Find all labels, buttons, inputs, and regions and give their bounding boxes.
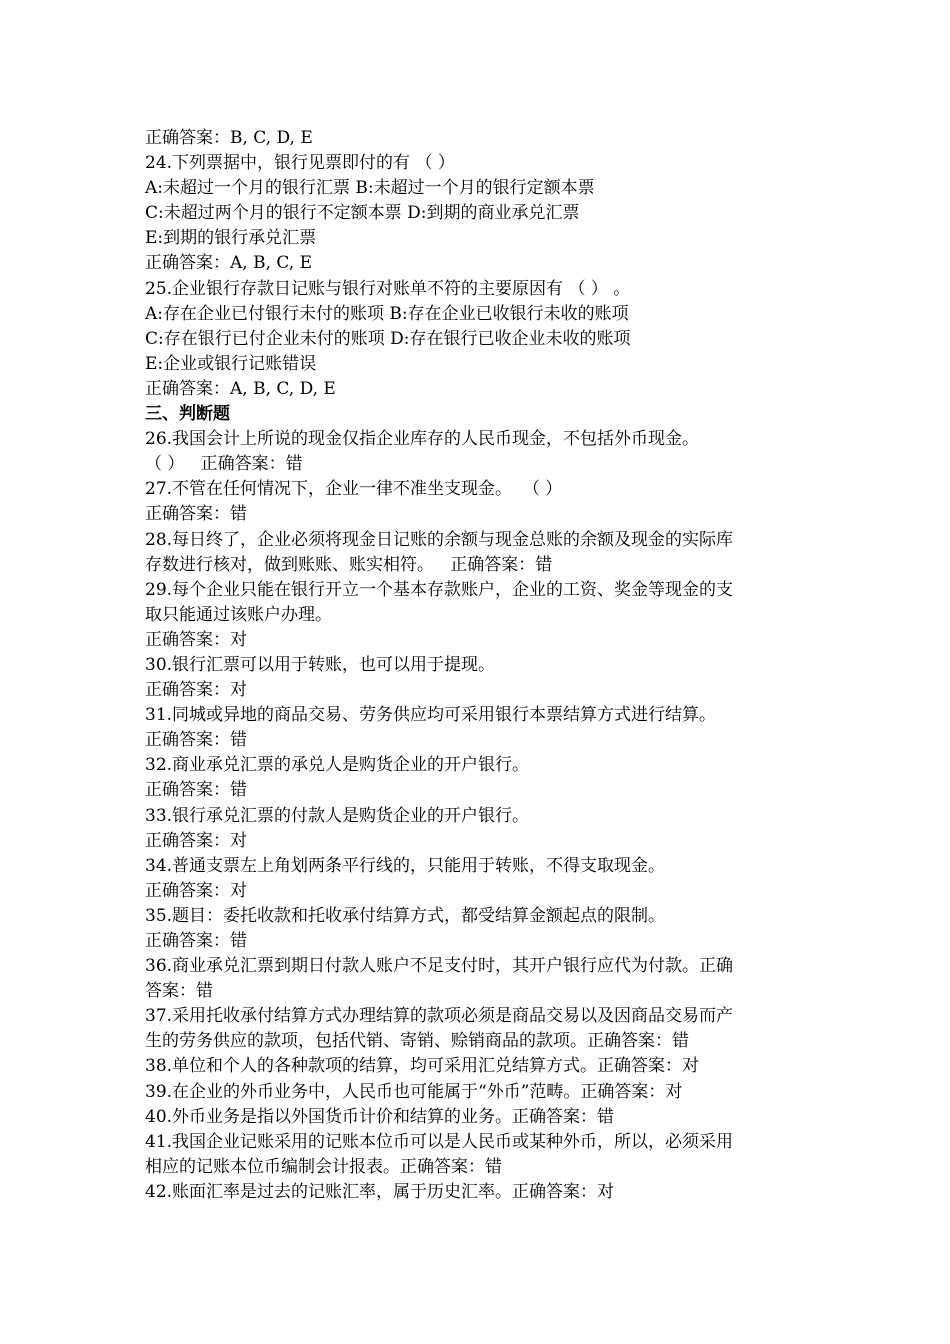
answer-line: 正确答案：错	[145, 504, 247, 525]
document-body	[145, 126, 810, 1205]
question-line: 25.企业银行存款日记账与银行对账单不符的主要原因有 （ ） 。	[145, 278, 631, 299]
option-line: A:存在企业已付银行未付的账项 B:存在企业已收银行未收的账项	[145, 303, 629, 324]
question-line: 34.普通支票左上角划两条平行线的，只能用于转账，不得支取现金。	[145, 855, 666, 876]
question-line: 38.单位和个人的各种款项的结算，均可采用汇兑结算方式。正确答案：对	[145, 1056, 700, 1077]
question-line: 26.我国会计上所说的现金仅指企业库存的人民币现金，不包括外币现金。	[145, 429, 700, 450]
question-line: 31.同城或异地的商品交易、劳务供应均可采用银行本票结算方式进行结算。	[145, 705, 717, 726]
answer-line: 正确答案：对	[145, 680, 247, 701]
question-line: 32.商业承兑汇票的承兑人是购货企业的开户银行。	[145, 755, 530, 776]
option-line: E:到期的银行承兑汇票	[145, 228, 317, 249]
section-heading: 三、判断题	[145, 404, 230, 425]
answer-line: 答案：错	[145, 981, 213, 1002]
question-line: 存数进行核对，做到账账、账实相符。 正确答案：错	[145, 554, 553, 575]
answer-line: 正确答案：对	[145, 830, 247, 851]
answer-line: 正确答案：B, C, D, E	[145, 128, 313, 148]
question-line: 24.下列票据中，银行见票即付的有 （ ）	[145, 153, 455, 174]
question-line: 28.每日终了，企业必须将现金日记账的余额与现金总账的余额及现金的实际库	[145, 529, 734, 550]
answer-line: 正确答案：错	[145, 780, 247, 801]
question-line: 生的劳务供应的款项，包括代销、寄销、赊销商品的款项。正确答案：错	[145, 1031, 689, 1052]
question-line: 37.采用托收承付结算方式办理结算的款项必须是商品交易以及因商品交易而产	[145, 1006, 734, 1027]
question-line: 30.银行汇票可以用于转账，也可以用于提现。	[145, 654, 496, 675]
answer-line: 正确答案：错	[145, 730, 247, 751]
answer-line: 正确答案：A, B, C, E	[145, 253, 313, 274]
option-line: C:未超过两个月的银行不定额本票 D:到期的商业承兑汇票	[145, 203, 580, 224]
option-line: A:未超过一个月的银行汇票 B:未超过一个月的银行定额本票	[145, 178, 595, 199]
question-line: 27.不管在任何情况下，企业一律不准坐支现金。 （ ）	[145, 479, 563, 500]
question-line: 42.账面汇率是过去的记账汇率，属于历史汇率。正确答案：对	[145, 1181, 615, 1202]
question-line: 29.每个企业只能在银行开立一个基本存款账户，企业的工资、奖金等现金的支	[145, 579, 734, 600]
answer-line: （ ） 正确答案：错	[145, 454, 303, 475]
question-line: 取只能通过该账户办理。	[145, 604, 332, 625]
option-line: E:企业或银行记账错误	[145, 353, 317, 374]
question-line: 41.我国企业记账采用的记账本位币可以是人民币或某种外币，所以，必须采用	[145, 1131, 734, 1152]
question-line: 相应的记账本位币编制会计报表。正确答案：错	[145, 1156, 502, 1177]
question-line: 39.在企业的外币业务中，人民币也可能属于“外币”范畴。正确答案：对	[145, 1081, 683, 1102]
option-line: C:存在银行已付企业未付的账项 D:存在银行已收企业未收的账项	[145, 328, 631, 349]
question-line: 33.银行承兑汇票的付款人是购货企业的开户银行。	[145, 805, 530, 826]
question-line: 40.外币业务是指以外国货币计价和结算的业务。正确答案：错	[145, 1106, 615, 1127]
answer-line: 正确答案：对	[145, 629, 247, 650]
question-line: 35.题目：委托收款和托收承付结算方式，都受结算金额起点的限制。	[145, 905, 666, 926]
answer-line: 正确答案：错	[145, 931, 247, 951]
answer-line: 正确答案：A, B, C, D, E	[145, 378, 336, 399]
question-line: 36.商业承兑汇票到期日付款人账户不足支付时，其开户银行应代为付款。正确	[145, 956, 734, 977]
answer-line: 正确答案：对	[145, 880, 247, 901]
